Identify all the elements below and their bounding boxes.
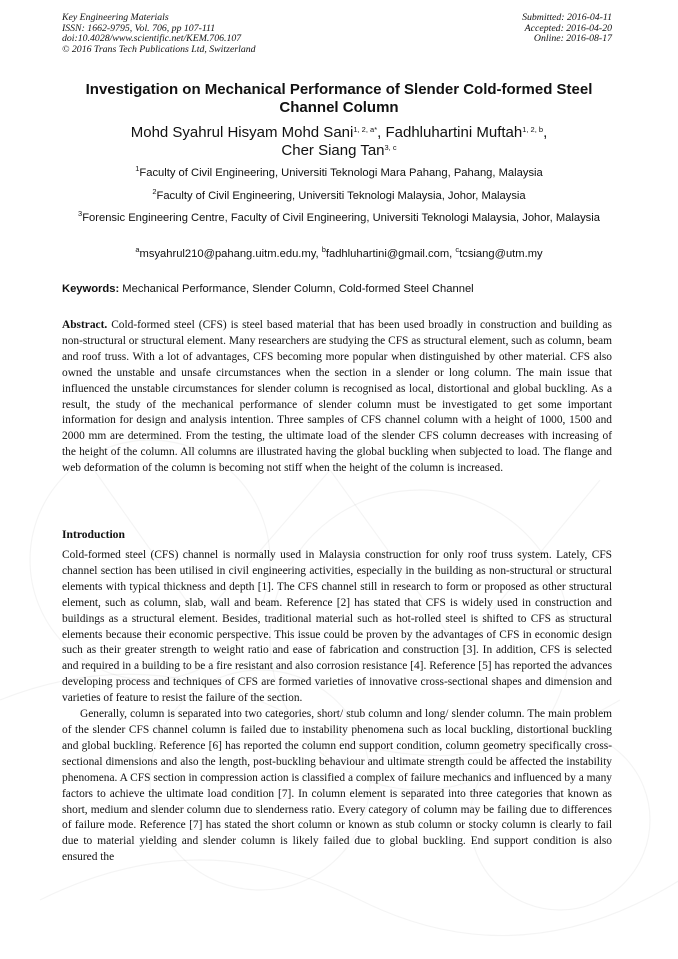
abstract-label: Abstract. [62,319,108,331]
keywords [62,282,622,296]
affiliation-1: $^1$Faculty of Civil Engineering, Universiti Teknologi Mara Pahang, Pahang, Malaysia [135,164,543,179]
introduction-paragraph-2: Generally, column is separated into two categories, short/ stub column and long/ slender column. The main problem of the slender CFS channel column is failed due to instability phenomena such as local buckling, distortional buckling and global buckling. Reference [6] has reported the column end support condition, column geometry specifically cross-sectional dimensions and also the length, post-buckling behaviour and ultimate strength could be affected the instability phenomena. A CFS section in compression action is classified a complex of failure mechanics and influenced by a many factors to achieve the ultimate load condition [7]. In column element is separated into three categories that known as short, medium and slender column due to slenderness ratio. Every category of column may be failing due to differences of failure mode. Reference [7] has stated the short column or known as stub column or stocky column is clearly to fail due to material yielding and slender column is likely failed due to global buckling. End support condition is also ensured the [62,708,612,864]
author-1-affil: 1, 2, a* [353,125,378,134]
email-b[interactable]: fadhluhartini@gmail.com, [325,248,456,260]
issn: ISSN: 1662-9795, Vol. 706, pp 107-111 [62,22,216,34]
keywords-label: Keywords: [62,283,120,295]
author-2-affil: 1, 2, b [522,125,544,134]
abstract [62,318,612,477]
email-a[interactable]: msyahrul210@pahang.uitm.edu.my, [139,248,322,260]
author-2: Fadhluhartini Muftah [385,124,523,141]
copyright: © 2016 Trans Tech Publications Ltd, Switzerland [62,43,256,55]
affiliation-3: $^3$Forensic Engineering Centre, Faculty of Civil Engineering, Universiti Teknologi Malaysia, Johor, Malaysia [78,209,600,224]
paper-title: Investigation on Mechanical Performance of Slender Cold-formed Steel Channel Column [85,81,593,116]
introduction-body [62,548,612,866]
author-3-affil: 3, c [384,143,397,152]
introduction-paragraph-1: Cold-formed steel (CFS) channel is normally used in Malaysia construction for only roof truss system. Lately, CFS channel section has been utilised in civil engineering activities, especially in the building as non-structural or structural elements with typical thickness and depth [1]. The CFS channel still in research to form or proposed as other structural element, such as column, slab, wall and beam. Reference [2] has stated that CFS is widely used in construction and buildings as a structural element. Besides, traditional material such as hot-rolled steel is shifted to CFS as structural elements because their economic perspective. This issue could be proven by the advantages of CFS in economic design such as their greater strength to weight ratio and ease of fabrication and construction [3]. In addition, CFS is selected and required in a building to be a fire resistant and also corrosion resistance [4]. Reference [5] has reported the advances developing process and techniques of CFS are formed varieties of innovative cross-sectional shapes and dimension and varieties of feature to resist the failure of the section. [62,549,612,705]
author-1: Mohd Syahrul Hisyam Mohd Sani [130,124,354,141]
journal-info [62,13,256,55]
abstract-text: Cold-formed steel (CFS) is steel based material that has been used broadly in construction and building as non-structural or structural element. Many researchers are studying the CFS as structural element, such as column, beam and roof truss. With a lot of advantages, CFS becoming more popular when distinguished by other material. CFS also owned the unstable and unsafe circumstances when the section in a slender or long column. The main issue that influenced the unstable circumstances for slender column is recognised as local, distortional and global buckling. As a result, the study of the mechanical performance of slender column must be investigated to get some important information for design and analysis intention. Three samples of CFS channel column with a height of 1000, 1500 and 2000 mm are determined. From the testing, the ultimate load of the slender CFS column decreases with increasing of the height of the column. All columns are illustrated having the global buckling when subjected to load. The flange and web deformation of the column is becoming not stiff when the height of the column is increased. [62,319,612,475]
dates-info [522,13,612,45]
online-date: Online: 2016-08-17 [533,33,612,44]
author-3: Cher Siang Tan [281,142,385,159]
author-list: Mohd Syahrul Hisyam Mohd Sani$^{1, 2, a*}$, Fadhluhartini Muftah$^{1, 2, b}$, Cher Siang Tan$^{3, c}$ [130,124,548,159]
section-heading-introduction: Introduction [62,528,125,541]
keywords-text: Mechanical Performance, Slender Column, Cold-formed Steel Channel [119,283,474,295]
accepted-date: Accepted: 2016-04-20 [524,22,612,34]
email-c[interactable]: tcsiang@utm.my [459,248,543,260]
submitted-date: Submitted: 2016-04-11 [522,12,612,23]
affiliation-2: $^2$Faculty of Civil Engineering, Universiti Teknologi Malaysia, Johor, Malaysia [152,187,526,202]
email-list: $^a$msyahrul210@pahang.uitm.edu.my, $^b$fadhluhartini@gmail.com, $^c$tcsiang@utm.my [135,245,543,260]
doi: doi:10.4028/www.scientific.net/KEM.706.107 [62,33,242,44]
journal-name: Key Engineering Materials [62,12,169,23]
